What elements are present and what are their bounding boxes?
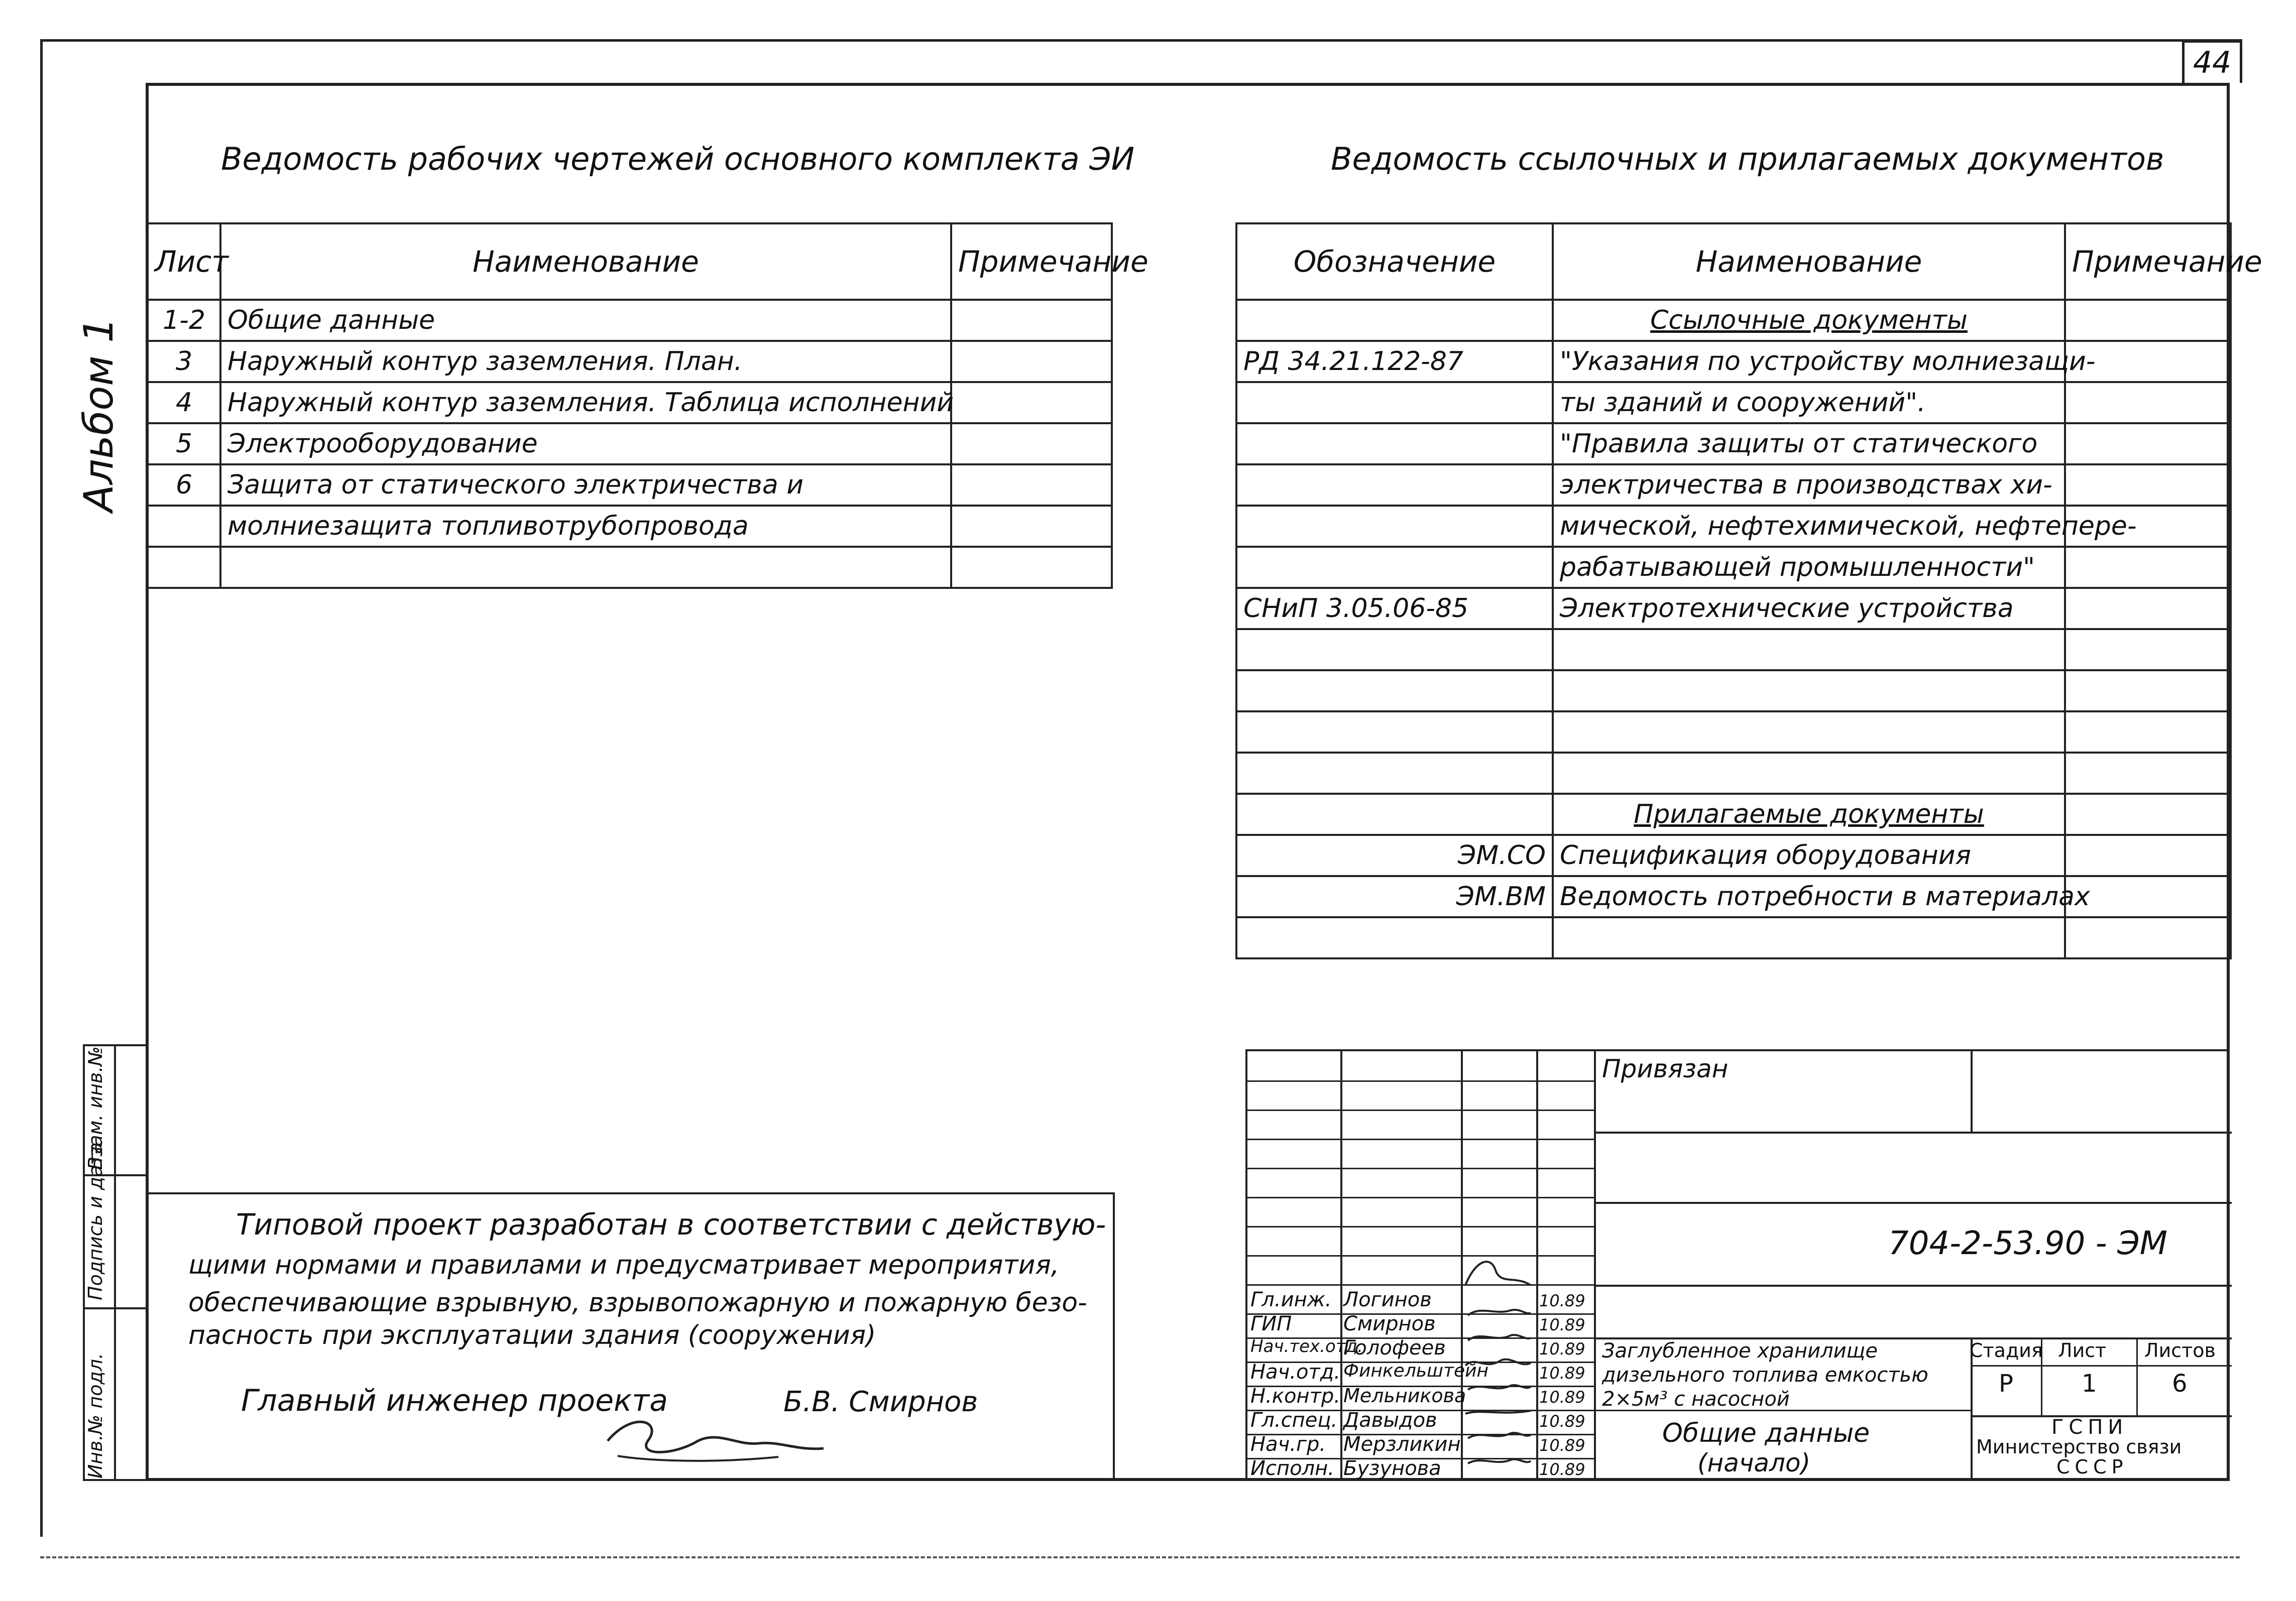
row-sheet: 5 <box>148 423 220 464</box>
row-code: СНиП 3.05.06-85 <box>1236 588 1553 629</box>
row-code <box>1236 382 1553 423</box>
row-code <box>1236 506 1553 547</box>
document-code: 704-2-53.90 - ЭМ <box>1888 1225 2167 1262</box>
row-name: рабатывающей промышленности" <box>1553 547 2065 588</box>
row-code <box>1236 629 1553 670</box>
left-title: Ведомость рабочих чертежей основного комплекта ЭИ <box>221 141 1134 177</box>
staff-name: Смирнов <box>1343 1312 1436 1335</box>
row-code: ЭМ.СО <box>1236 835 1553 876</box>
row-note <box>2065 382 2231 423</box>
document-title: Общие данные <box>1662 1418 1870 1448</box>
staff-role: Нач.отд. <box>1250 1361 1341 1384</box>
side-label-replaced: Взам. инв.№ <box>84 1046 106 1170</box>
staff-date: 10.89 <box>1539 1339 1585 1359</box>
table-row <box>1236 506 2231 547</box>
row-code <box>1236 917 1553 958</box>
row-code <box>1236 794 1553 835</box>
row-code: РД 34.21.122-87 <box>1236 341 1553 382</box>
references-table <box>1235 222 2262 959</box>
staff-date: 10.89 <box>1539 1291 1585 1310</box>
row-name: ты зданий и сооружений". <box>1553 382 2065 423</box>
row-note <box>2065 794 2231 835</box>
table-row <box>1236 835 2231 876</box>
row-sheet: 6 <box>148 464 220 506</box>
drawings-list-table <box>147 222 1149 589</box>
staff-role: Исполн. <box>1250 1457 1334 1480</box>
header-name: Наименование <box>220 223 951 300</box>
row-name: Электрооборудование <box>220 423 951 464</box>
sheet-label: Лист <box>2058 1339 2107 1362</box>
row-name <box>1553 300 2065 341</box>
sheet-value: 1 <box>2082 1370 2097 1398</box>
table-row <box>1236 753 2231 794</box>
organization-country: СССР <box>2056 1456 2128 1478</box>
table-row <box>148 341 1112 382</box>
row-note <box>2065 711 2231 753</box>
staff-date: 10.89 <box>1539 1388 1585 1407</box>
table-row <box>148 300 1112 341</box>
row-sheet: 4 <box>148 382 220 423</box>
row-code <box>1236 753 1553 794</box>
row-note <box>951 506 1112 547</box>
row-name: мической, нефтехимической, нефтепере- <box>1553 506 2065 547</box>
row-note <box>2065 753 2231 794</box>
row-note <box>951 464 1112 506</box>
staff-name: Логинов <box>1343 1288 1432 1311</box>
row-name: Защита от статического электричества и <box>220 464 951 506</box>
page-number: 44 <box>2182 40 2242 83</box>
row-note <box>951 300 1112 341</box>
row-code <box>1236 423 1553 464</box>
chief-engineer-signature <box>588 1401 839 1471</box>
staff-name: Бузунова <box>1343 1457 1441 1480</box>
table-row <box>148 547 1112 588</box>
section-heading: Ссылочные документы <box>1650 305 1968 335</box>
row-code <box>1236 464 1553 506</box>
table-row <box>1236 382 2231 423</box>
chief-engineer-name: Б.В. Смирнов <box>783 1386 978 1418</box>
row-name <box>220 547 951 588</box>
stage-label: Стадия <box>1970 1339 2043 1362</box>
row-note <box>951 382 1112 423</box>
row-note <box>951 341 1112 382</box>
sheets-label: Листов <box>2144 1339 2216 1362</box>
row-name <box>1553 711 2065 753</box>
note-line: Типовой проект разработан в соответствии с действую- <box>236 1207 1106 1242</box>
table-row <box>1236 423 2231 464</box>
row-sheet: 1-2 <box>148 300 220 341</box>
stage-value: Р <box>1999 1370 2013 1398</box>
staff-role: Нач.тех.отд. <box>1250 1336 1363 1357</box>
row-name: электричества в производствах хи- <box>1553 464 2065 506</box>
row-note <box>951 547 1112 588</box>
row-sheet <box>148 506 220 547</box>
staff-name: Голофеев <box>1343 1336 1446 1360</box>
row-note <box>2065 629 2231 670</box>
table-row <box>1236 629 2231 670</box>
table-row <box>1236 464 2231 506</box>
project-line: Заглубленное хранилище <box>1602 1339 1878 1363</box>
row-sheet: 3 <box>148 341 220 382</box>
staff-role: Гл.инж. <box>1250 1288 1332 1311</box>
row-code: ЭМ.ВМ <box>1236 876 1553 917</box>
row-name <box>1553 670 2065 711</box>
header-code: Обозначение <box>1236 223 1553 300</box>
table-row <box>1236 794 2231 835</box>
organization-name: ГСПИ <box>2051 1416 2128 1439</box>
row-name <box>1553 917 2065 958</box>
staff-date: 10.89 <box>1539 1412 1585 1431</box>
staff-signatures <box>1460 1250 1536 1481</box>
row-code <box>1236 547 1553 588</box>
row-name: Общие данные <box>220 300 951 341</box>
row-sheet <box>148 547 220 588</box>
staff-date: 10.89 <box>1539 1315 1585 1334</box>
table-row <box>1236 876 2231 917</box>
table-row <box>1236 588 2231 629</box>
header-note: Примечание <box>2065 223 2231 300</box>
row-name: Электротехнические устройства <box>1553 588 2065 629</box>
staff-name: Мельникова <box>1343 1385 1466 1407</box>
row-note <box>2065 423 2231 464</box>
row-note <box>951 423 1112 464</box>
side-label-signature: Подпись и дата <box>84 1142 106 1300</box>
bottom-trim-line <box>40 1556 2240 1558</box>
table-row <box>1236 341 2231 382</box>
row-name: "Указания по устройству молниезащи- <box>1553 341 2065 382</box>
side-label-inventory: Инв.№ подл. <box>84 1352 106 1479</box>
row-note <box>2065 835 2231 876</box>
row-name <box>1553 629 2065 670</box>
staff-name: Давыдов <box>1343 1409 1437 1432</box>
project-line: дизельного топлива емкостью <box>1602 1364 1928 1387</box>
sheets-value: 6 <box>2172 1370 2188 1398</box>
note-line: обеспечивающие взрывную, взрывопожарную и пожарную безо- <box>188 1288 1087 1318</box>
right-title: Ведомость ссылочных и прилагаемых документов <box>1331 141 2164 177</box>
row-note <box>2065 547 2231 588</box>
row-name: Спецификация оборудования <box>1553 835 2065 876</box>
staff-date: 10.89 <box>1539 1364 1585 1383</box>
row-note <box>2065 917 2231 958</box>
table-row <box>148 506 1112 547</box>
note-line: щими нормами и правилами и предусматривает мероприятия, <box>188 1250 1060 1280</box>
row-name: молниезащита топливотрубопровода <box>220 506 951 547</box>
chief-engineer-label: Главный инженер проекта <box>241 1383 668 1418</box>
row-name <box>1553 794 2065 835</box>
row-note <box>2065 300 2231 341</box>
table-row <box>1236 547 2231 588</box>
row-code <box>1236 300 1553 341</box>
organization-ministry: Министерство связи <box>1976 1436 2182 1458</box>
project-line: 2×5м³ с насосной <box>1602 1388 1790 1411</box>
staff-name: Финкельштейн <box>1343 1361 1489 1381</box>
row-name: Наружный контур заземления. Таблица исполнений <box>220 382 951 423</box>
header-name: Наименование <box>1553 223 2065 300</box>
row-note <box>2065 588 2231 629</box>
row-name: "Правила защиты от статического <box>1553 423 2065 464</box>
staff-role: Н.контр. <box>1250 1385 1340 1408</box>
staff-role: Гл.спец. <box>1250 1409 1338 1432</box>
table-row <box>1236 711 2231 753</box>
header-note: Примечание <box>951 223 1112 300</box>
table-row <box>1236 917 2231 958</box>
table-row <box>148 423 1112 464</box>
album-label: Альбом 1 <box>75 317 122 512</box>
row-name: Ведомость потребности в материалах <box>1553 876 2065 917</box>
row-code <box>1236 670 1553 711</box>
staff-role: ГИП <box>1250 1312 1292 1335</box>
row-code <box>1236 711 1553 753</box>
table-row <box>1236 300 2231 341</box>
staff-date: 10.89 <box>1539 1460 1585 1479</box>
section-heading: Прилагаемые документы <box>1634 799 1984 829</box>
row-note <box>2065 670 2231 711</box>
row-name <box>1553 753 2065 794</box>
table-row <box>148 382 1112 423</box>
staff-name: Мерзликин <box>1343 1433 1461 1456</box>
row-note <box>2065 464 2231 506</box>
row-name: Наружный контур заземления. План. <box>220 341 951 382</box>
staff-role: Нач.гр. <box>1250 1433 1326 1456</box>
bound-label: Привязан <box>1602 1054 1729 1083</box>
table-row <box>148 464 1112 506</box>
table-row <box>1236 670 2231 711</box>
document-subtitle: (начало) <box>1697 1448 1811 1477</box>
staff-date: 10.89 <box>1539 1436 1585 1455</box>
note-line: пасность при эксплуатации здания (сооружения) <box>188 1320 876 1350</box>
header-sheet: Лист <box>148 223 220 300</box>
